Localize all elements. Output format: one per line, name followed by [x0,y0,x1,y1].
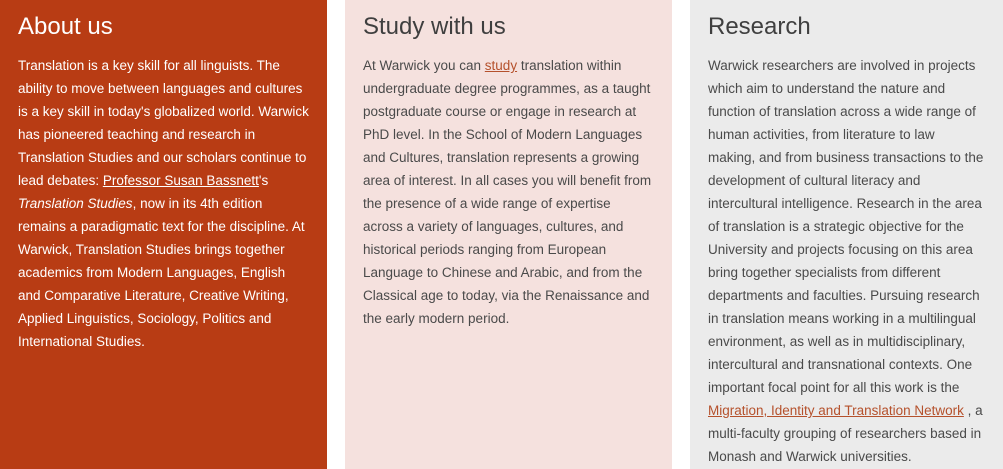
study-text-1: At Warwick you can [363,58,485,73]
study-text-2: translation within undergraduate degree programmes, as a taught postgraduate course or engage in research at PhD level. In the School of Modern Languages and Cultures, translation represents a growing area of interest. In all cases you will benefit from the presence of a wide range of expertise across a variety of languages, cultures, and historical periods ranging from European Language to Chinese and Arabic, and from the Classical age to today, via the Renaissance and the early modern period. [363,58,652,326]
migration-identity-translation-network-link[interactable]: Migration, Identity and Translation Network [708,403,964,418]
about-text-3: , now in its 4th edition remains a paradigmatic text for the discipline. At Warwick, Translation Studies brings together academics from Modern Languages, English and Comparative Literature, Creative Writing, Applied Linguistics, Sociology, Politics and International Studies. [18,196,305,349]
study-with-us-text [363,54,654,330]
about-text-2: 's [258,173,269,188]
professor-susan-bassnett-link[interactable]: Professor Susan Bassnett [102,173,259,188]
research-text-2: , a multi-faculty grouping of researchers based in Monash and Warwick universities. [708,403,983,464]
about-us-heading: About us [18,13,113,40]
research-text [708,54,985,468]
research-text-1: Warwick researchers are involved in projects which aim to understand the nature and function of translation across a wide range of human activities, from literature to law making, and from business transactions to the development of cultural literacy and intercultural intelligence. Research in the area of translation is a strategic objective for the University and projects focusing on this area bring together specialists from different departments and faculties. Pursuing research in translation means working in a multilingual environment, as well as in multidisciplinary, intercultural and transnational contexts. One important focal point for all this work is the [708,58,984,395]
study-with-us-heading: Study with us [363,13,506,40]
study-link[interactable]: study [484,58,518,73]
research-panel [690,0,1003,469]
translation-studies-book-title: Translation Studies [18,196,133,211]
about-us-text [18,54,309,353]
research-heading: Research [708,13,811,40]
about-text-1: Translation is a key skill for all linguists. The ability to move between languages and cultures is a key skill in today's globalized world. Warwick has pioneered teaching and research in Translation Studies and our scholars continue to lead debates: [18,58,309,188]
about-us-panel [0,0,327,469]
study-with-us-panel [345,0,672,469]
